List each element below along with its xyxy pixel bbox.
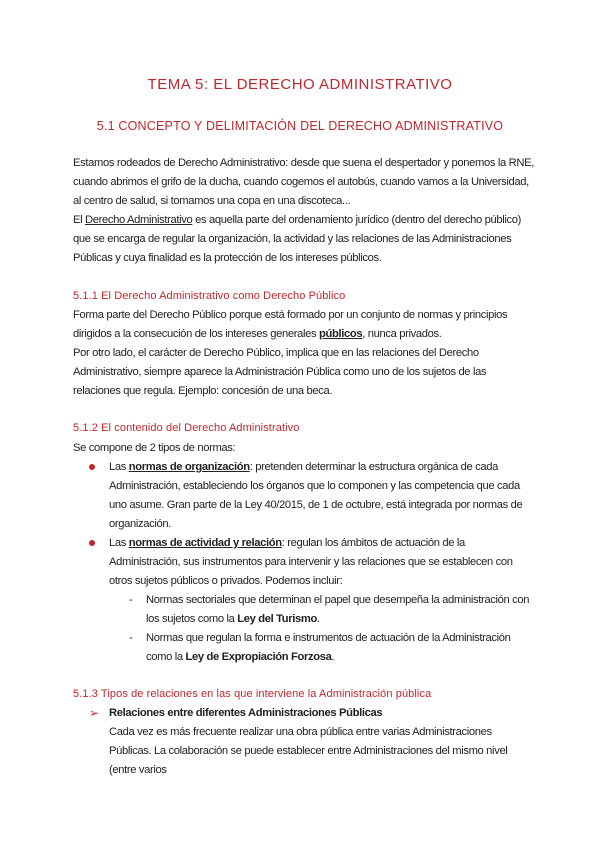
section-5-1-definition [73,211,535,268]
bullet-organizacion-text [109,458,535,534]
p1-bold-term: públicos [319,328,363,340]
arrow-right-icon: ➢ [89,706,100,720]
dash1-bold: Ley del Turismo [237,613,317,625]
dash2-end: . [331,651,335,663]
section-5-1-heading: 5.1 CONCEPTO Y DELIMITACIÓN DEL DERECHO ADMINISTRATIVO [96,119,504,133]
bullet-dot-icon [89,540,95,546]
section-5-1-2-heading: 5.1.2 El contenido del Derecho Administrativo [73,422,300,434]
dash2-text: Normas que regulan la forma e instrumentos de actuación de la Administración como la [146,632,511,663]
bullet2-prefix: Las [109,537,129,549]
p1-text-b: , nunca privados. [362,328,442,340]
bullet1-term: normas de organización [128,461,250,473]
section-5-1-1-paragraph-2: Por otro lado, el carácter de Derecho Público, implica que en las relaciones del Derecho Administrativo, siempre aparece la Administración Pública como uno de los sujetos de las relaciones que regula. Ejemplo: concesión de una beca. [73,347,487,397]
dash-item-expropiacion-text [146,629,536,667]
document-title: TEMA 5: EL DERECHO ADMINISTRATIVO [147,76,453,93]
dash-item-turismo-text [146,591,536,629]
arrow-item-title: Relaciones entre diferentes Administraciones Públicas [109,707,383,719]
bullet-actividad-text [109,534,535,591]
dash-icon: - [129,632,133,644]
section-5-1-intro: Estamos rodeados de Derecho Administrativo: desde que suena el despertador y ponemos la RNE, cuando abrimos el grifo de la ducha, cuando cogemos el autobús, cuando vamos a la Universidad, al centro de salud, si tomamos una copa en una discoteca... [73,157,534,207]
arrow-item-body: Cada vez es más frecuente realizar una obra pública entre varias Administraciones Públicas. La colaboración se puede establecer entre Administraciones del mismo nivel (entre varios [109,726,508,776]
definition-rest: es aquella parte del ordenamiento jurídico (dentro del derecho público) que se encarga de regular la organización, la actividad y las relaciones de las Administraciones Públicas y cuya finalidad es la protección de los intereses públicos. [73,214,522,264]
definition-prefix: El [73,214,86,226]
section-5-1-1-paragraph-1 [73,306,535,344]
bullet-dot-icon [89,464,95,470]
dash-icon: - [129,594,133,606]
section-5-1-2-intro: Se compone de 2 tipos de normas: [73,442,236,454]
dash1-end: . [316,613,320,625]
dash2-bold: Ley de Expropiación Forzosa [185,651,332,663]
bullet2-rest: : regulan los ámbitos de actuación de la Administración, sus instrumentos para intervenir y las relaciones que se establecen con otros sujetos públicos o privados. Podemos incluir: [109,537,513,587]
definition-term: Derecho Administrativo [85,214,193,226]
bullet2-term: normas de actividad y relación [128,537,282,549]
dash1-text: Normas sectoriales que determinan el papel que desempeña la administración con los sujetos como la [146,594,530,625]
p1-text-a: Forma parte del Derecho Público porque está formado por un conjunto de normas y principios dirigidos a la consecución de los intereses generales [73,309,508,340]
bullet1-prefix: Las [109,461,129,473]
section-5-1-1-heading: 5.1.1 El Derecho Administrativo como Derecho Público [73,290,346,302]
bullet1-rest: : pretenden determinar la estructura orgánica de cada Administración, estableciendo los órganos que lo componen y las competencia que cada uno asume. Gran parte de la Ley 40/2015, de 1 de octubre, está integrada por normas de organización. [109,461,523,530]
section-5-1-3-heading: 5.1.3 Tipos de relaciones en las que interviene la Administración pública [73,688,432,700]
